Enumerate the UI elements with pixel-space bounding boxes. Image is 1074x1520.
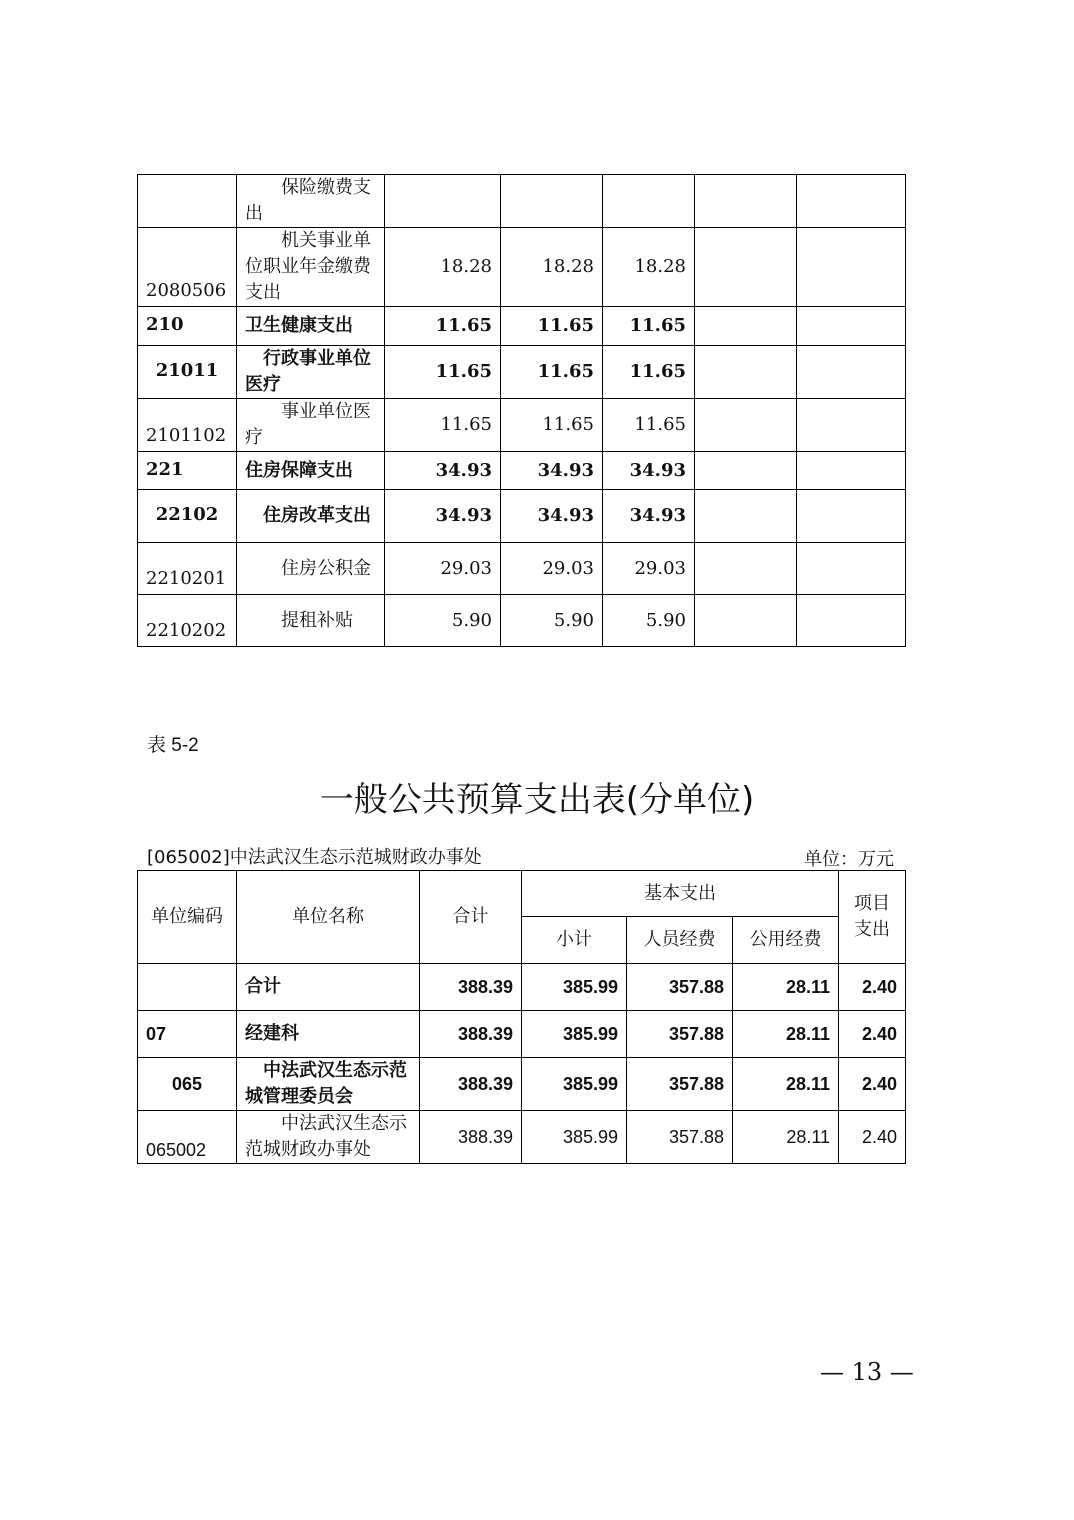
table1-cell-name: 行政事业单位医疗 (237, 346, 385, 399)
header-sub: 小计 (522, 917, 627, 964)
table1-row (138, 595, 906, 647)
unit-expense-table (137, 870, 906, 1164)
table1-cell-public (695, 399, 797, 452)
table2-cell-code: 065 (138, 1058, 237, 1111)
table1-cell-sub: 5.90 (501, 595, 603, 647)
table1-cell-project (797, 307, 906, 346)
table1-cell-name: 保险缴费支出 (237, 175, 385, 228)
table2-cell-name: 中法武汉生态示范城财政办事处 (237, 1111, 420, 1164)
table1-cell-total: 11.65 (385, 399, 501, 452)
table1-cell-personnel: 5.90 (603, 595, 695, 647)
table2-cell-public: 28.11 (733, 964, 839, 1011)
table2-cell-personnel: 357.88 (627, 1011, 733, 1058)
table1-row (138, 346, 906, 399)
table1-cell-sub: 11.65 (501, 307, 603, 346)
table2-cell-total: 388.39 (420, 964, 522, 1011)
table1-row (138, 543, 906, 595)
table2-row (138, 1058, 906, 1111)
table1-cell-public (695, 175, 797, 228)
table1-cell-project (797, 595, 906, 647)
table2-cell-project: 2.40 (839, 1058, 906, 1111)
table1-row (138, 307, 906, 346)
table-label: 表 5-2 (147, 735, 199, 756)
header-row-1 (138, 871, 906, 917)
table1-cell-total: 29.03 (385, 543, 501, 595)
table1-cell-total: 5.90 (385, 595, 501, 647)
table2-cell-name: 经建科 (237, 1011, 420, 1058)
table1-cell-personnel: 29.03 (603, 543, 695, 595)
table1-cell-personnel: 11.65 (603, 399, 695, 452)
table1-cell-total (385, 175, 501, 228)
unit-name: [065002]中法武汉生态示范城财政办事处 (147, 847, 482, 868)
table1-cell-name: 提租补贴 (237, 595, 385, 647)
table1-cell-public (695, 228, 797, 307)
page-title: 一般公共预算支出表(分单位) (319, 780, 755, 820)
table1-cell-code: 2101102 (138, 399, 237, 452)
table1-cell-code: 2210201 (138, 543, 237, 595)
table1-cell-code (138, 175, 237, 228)
table2-cell-code: 065002 (138, 1111, 237, 1164)
table2-cell-sub: 385.99 (522, 1011, 627, 1058)
table2-cell-sub: 385.99 (522, 964, 627, 1011)
table1-cell-sub: 34.93 (501, 452, 603, 490)
table1-row (138, 228, 906, 307)
table2-cell-public: 28.11 (733, 1058, 839, 1111)
table1-cell-project (797, 346, 906, 399)
table2-cell-project: 2.40 (839, 1111, 906, 1164)
table1-cell-project (797, 452, 906, 490)
table1-cell-personnel: 18.28 (603, 228, 695, 307)
table2-cell-total: 388.39 (420, 1058, 522, 1111)
table1-cell-sub: 11.65 (501, 346, 603, 399)
table2-cell-public: 28.11 (733, 1011, 839, 1058)
header-code: 单位编码 (138, 871, 237, 964)
table2-cell-public: 28.11 (733, 1111, 839, 1164)
table2-cell-code: 07 (138, 1011, 237, 1058)
table1-cell-sub (501, 175, 603, 228)
table2-cell-sub: 385.99 (522, 1058, 627, 1111)
expense-table-continued (137, 174, 906, 647)
table1-cell-code: 2210202 (138, 595, 237, 647)
table1-cell-project (797, 543, 906, 595)
table1-cell-name: 住房保障支出 (237, 452, 385, 490)
table2-cell-name: 中法武汉生态示范城管理委员会 (237, 1058, 420, 1111)
table1-cell-personnel: 34.93 (603, 452, 695, 490)
table1-cell-code: 2080506 (138, 228, 237, 307)
header-name: 单位名称 (237, 871, 420, 964)
table2-cell-total: 388.39 (420, 1011, 522, 1058)
table1-cell-public (695, 543, 797, 595)
header-personnel: 人员经费 (627, 917, 733, 964)
table1-cell-sub: 29.03 (501, 543, 603, 595)
table2-row (138, 1011, 906, 1058)
table1-cell-project (797, 228, 906, 307)
table2-row (138, 1111, 906, 1164)
table1-cell-sub: 18.28 (501, 228, 603, 307)
table1-cell-personnel (603, 175, 695, 228)
unit-label: 单位：万元 (804, 849, 894, 870)
table1-cell-code: 210 (138, 307, 237, 346)
table1-cell-project (797, 490, 906, 543)
table1-cell-code: 221 (138, 452, 237, 490)
table1-cell-total: 34.93 (385, 490, 501, 543)
table1-cell-total: 18.28 (385, 228, 501, 307)
table2-cell-personnel: 357.88 (627, 964, 733, 1011)
table1-cell-name: 住房改革支出 (237, 490, 385, 543)
table1-cell-public (695, 595, 797, 647)
table1-cell-name: 事业单位医疗 (237, 399, 385, 452)
table2-cell-sub: 385.99 (522, 1111, 627, 1164)
table1-cell-total: 34.93 (385, 452, 501, 490)
table2-cell-personnel: 357.88 (627, 1111, 733, 1164)
table1-cell-code: 21011 (138, 346, 237, 399)
table1-cell-project (797, 399, 906, 452)
header-basic: 基本支出 (522, 871, 839, 917)
table1-row (138, 399, 906, 452)
expense-table-body (138, 175, 906, 647)
table1-cell-name: 住房公积金 (237, 543, 385, 595)
table2-cell-project: 2.40 (839, 964, 906, 1011)
unit-expense-table-body (138, 871, 906, 1164)
table1-cell-public (695, 452, 797, 490)
table1-row (138, 490, 906, 543)
table1-cell-total: 11.65 (385, 307, 501, 346)
table1-cell-personnel: 34.93 (603, 490, 695, 543)
table1-cell-personnel: 11.65 (603, 307, 695, 346)
table2-cell-total: 388.39 (420, 1111, 522, 1164)
table1-cell-public (695, 490, 797, 543)
table1-cell-name: 机关事业单位职业年金缴费支出 (237, 228, 385, 307)
table1-cell-sub: 34.93 (501, 490, 603, 543)
header-total: 合计 (420, 871, 522, 964)
table1-row (138, 452, 906, 490)
table2-cell-project: 2.40 (839, 1011, 906, 1058)
table2-cell-code (138, 964, 237, 1011)
table1-cell-total: 11.65 (385, 346, 501, 399)
table1-cell-public (695, 307, 797, 346)
header-project: 项目支出 (839, 871, 906, 964)
table1-cell-name: 卫生健康支出 (237, 307, 385, 346)
table1-cell-public (695, 346, 797, 399)
table1-cell-code: 22102 (138, 490, 237, 543)
table1-cell-personnel: 11.65 (603, 346, 695, 399)
header-public: 公用经费 (733, 917, 839, 964)
table2-cell-name: 合计 (237, 964, 420, 1011)
page-number: — 13 — (820, 1358, 914, 1386)
table1-row (138, 175, 906, 228)
table2-row (138, 964, 906, 1011)
table2-cell-personnel: 357.88 (627, 1058, 733, 1111)
table1-cell-sub: 11.65 (501, 399, 603, 452)
table1-cell-project (797, 175, 906, 228)
